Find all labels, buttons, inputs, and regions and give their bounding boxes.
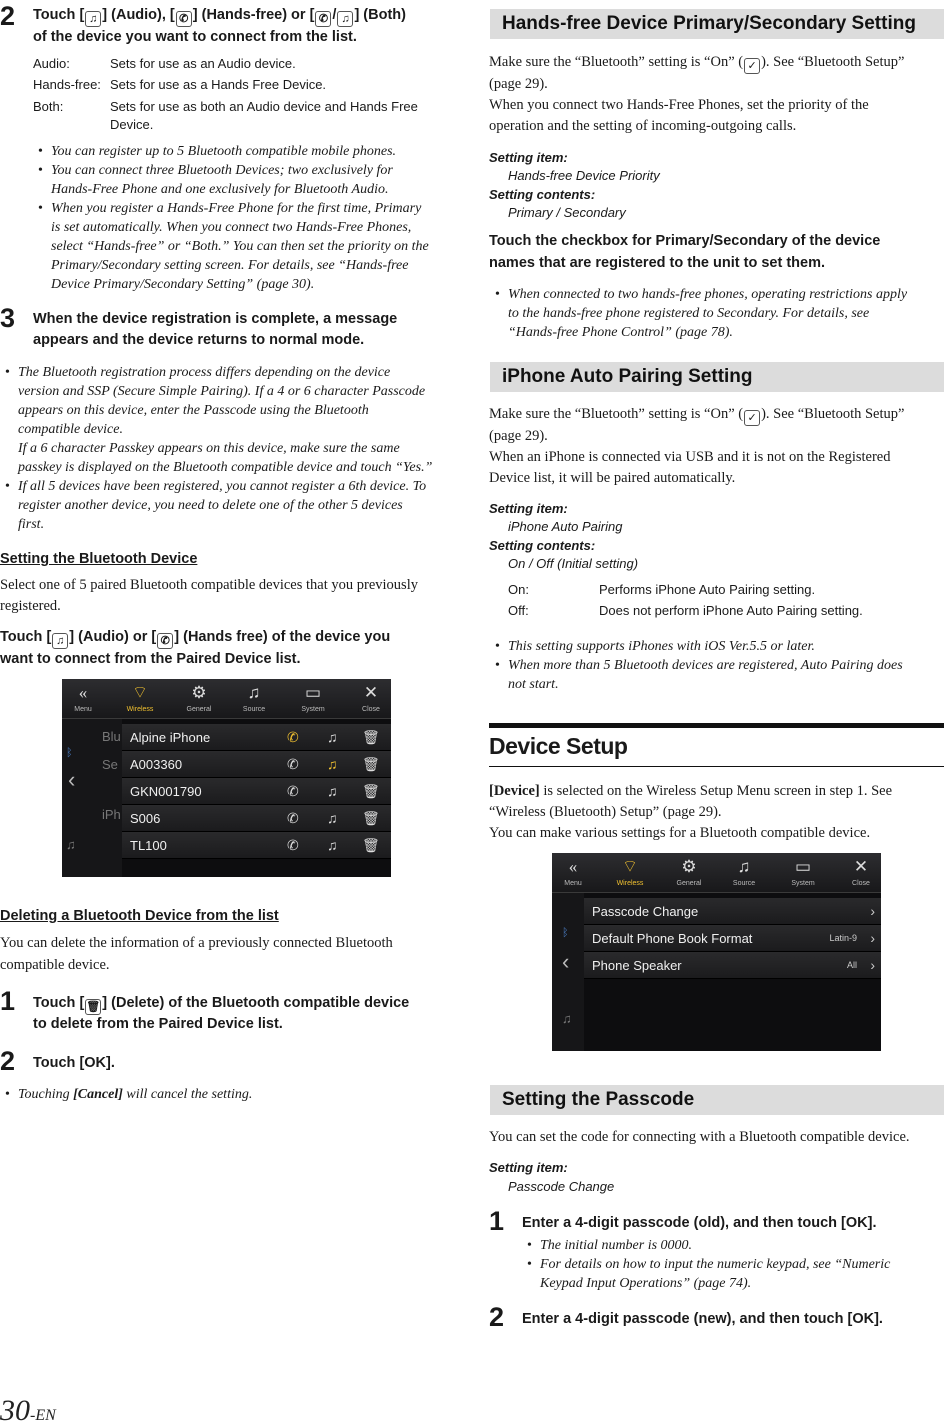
menu-button[interactable]: « Menu	[64, 679, 102, 719]
device-name: A003360	[130, 757, 183, 772]
device-name: GKN001790	[130, 784, 202, 799]
step-3-line2: appears and the device returns to normal mode.	[33, 332, 365, 348]
trash-icon[interactable]: 🗑	[362, 810, 380, 826]
screen-sidebar	[552, 893, 584, 1051]
back-icon: «	[568, 857, 578, 876]
gear-icon: ⚙	[681, 857, 697, 876]
body-text: When you connect two Hands-Free Phones, set the priority of the	[489, 97, 869, 113]
delete-step-1: Touch [ 🗑 ] (Delete) of the Bluetooth compatible device	[33, 995, 410, 1013]
trash-icon[interactable]: 🗑	[362, 837, 380, 853]
def-term: Hands-free:	[33, 77, 101, 92]
note-cont: Hands-Free Phone and one exclusively for Bluetooth Audio.	[51, 182, 389, 197]
setting-contents-label: Setting contents:	[489, 538, 596, 553]
step-number: 2	[489, 1302, 505, 1332]
instruction: Touch [ ♫ ] (Audio) or [ ✆ ] (Hands free) of the device you	[0, 629, 391, 647]
device-row[interactable]	[122, 805, 391, 832]
music-note-icon: ♫	[66, 837, 76, 852]
monitor-icon: ▭	[304, 683, 322, 702]
ghost-label: iPh	[102, 807, 121, 822]
wireless-button[interactable]: ⌔ Wireless	[610, 853, 650, 893]
back-icon: «	[78, 683, 88, 702]
checkbox-icon: ✓	[744, 410, 760, 426]
checkbox-icon: ✓	[744, 58, 760, 74]
def-term: Both:	[33, 99, 64, 114]
setting-contents-value: Primary / Secondary	[508, 205, 626, 220]
ghost-label: Blu	[102, 729, 121, 744]
setting-contents-label: Setting contents:	[489, 187, 596, 202]
body-text: Make sure the “Bluetooth” setting is “On” ( ✓ ). See “Bluetooth Setup”	[489, 54, 905, 72]
device-name: S006	[130, 811, 161, 826]
phone-icon[interactable]: ✆	[287, 810, 299, 826]
phone-icon: ✆	[315, 11, 331, 27]
setting-contents-value: On / Off (Initial setting)	[508, 556, 639, 571]
setting-row[interactable]: Default Phone Book Format Latin-9 ›	[584, 925, 881, 952]
music-note-icon: ♫	[562, 1011, 572, 1026]
passcode-step-2: Enter a 4-digit passcode (new), and then touch [OK].	[522, 1311, 883, 1327]
note-cont: compatible device.	[18, 422, 123, 437]
monitor-icon: ▭	[794, 857, 812, 876]
note: • You can connect three Bluetooth Devices; two exclusively for	[51, 161, 393, 180]
note-cont: not start.	[508, 677, 559, 692]
note: • When connected to two hands-free phones, operating restrictions apply	[508, 285, 907, 304]
setting-item-value: Hands-free Device Priority	[508, 168, 660, 183]
device-row[interactable]	[122, 832, 391, 859]
passcode-step-1: Enter a 4-digit passcode (old), and then touch [OK].	[522, 1215, 877, 1231]
note-cont: to the hands-free phone registered to Secondary. For details, see	[508, 306, 870, 321]
note-cont: “Hands-free Phone Control” (page 78).	[508, 325, 733, 340]
body-text: registered.	[0, 598, 61, 614]
body-text: You can delete the information of a previously connected Bluetooth	[0, 935, 393, 951]
section-rule	[489, 766, 944, 767]
section-banner: iPhone Auto Pairing Setting	[490, 362, 944, 392]
trash-icon: 🗑	[86, 1001, 101, 1013]
back-arrow-icon[interactable]: ‹	[68, 767, 76, 792]
def-desc: Sets for use as a Hands Free Device.	[110, 77, 327, 92]
note-cont: If a 6 character Passkey appears on this device, make sure the same	[18, 441, 400, 456]
music-note-icon: ♫	[85, 11, 101, 27]
phone-icon: ✆	[157, 633, 173, 649]
note-cont: appears on this device, enter the Passcode using the Bluetooth	[18, 403, 369, 418]
note-cont: register another device, you need to delete one of the other 5 devices	[18, 498, 403, 513]
device-setup-screen	[552, 853, 881, 1051]
body-text: compatible device.	[0, 957, 110, 973]
setting-item-value: iPhone Auto Pairing	[508, 519, 623, 534]
def-desc: Sets for use as an Audio device.	[110, 56, 296, 71]
gear-icon: ⚙	[191, 683, 207, 702]
chevron-right-icon: ›	[870, 930, 875, 946]
menu-button[interactable]: « Menu	[554, 853, 592, 893]
music-note-icon[interactable]: ♫	[327, 729, 338, 745]
note-cont: Primary/Secondary setting screen. For details, see “Hands-free	[51, 258, 409, 273]
note-cont: is set automatically. When you connect two Hands-Free Phones,	[51, 220, 412, 235]
note-cont: version and SSP (Secure Simple Pairing). If a 4 or 6 character Passcode	[18, 384, 426, 399]
body-text: When an iPhone is connected via USB and it is not on the Registered	[489, 449, 891, 465]
setting-item-value: Passcode Change	[508, 1179, 615, 1194]
note: • This setting supports iPhones with iOS Ver.5.5 or later.	[508, 637, 815, 656]
device-name: Alpine iPhone	[130, 730, 211, 745]
close-icon: ✕	[853, 857, 869, 876]
body-text: “Wireless (Bluetooth) Setup” (page 29).	[489, 804, 722, 820]
instruction: names that are registered to the unit to set them.	[489, 255, 825, 271]
note: • For details on how to input the numeric keypad, see “Numeric	[540, 1255, 890, 1274]
wifi-icon: ⌔	[622, 857, 638, 876]
chevron-right-icon: ›	[870, 957, 875, 973]
body-text: Make sure the “Bluetooth” setting is “On” ( ✓ ). See “Bluetooth Setup”	[489, 406, 905, 424]
def-desc: Does not perform iPhone Auto Pairing setting.	[599, 603, 863, 618]
def-term: Audio:	[33, 56, 70, 71]
delete-step-1-line2: to delete from the Paired Device list.	[33, 1016, 283, 1032]
instruction: Touch the checkbox for Primary/Secondary of the device	[489, 233, 881, 249]
screen-top-bar	[552, 853, 881, 893]
note-cont: Device Primary/Secondary Setting” (page 30).	[51, 277, 315, 292]
close-button[interactable]: ✕ Close	[352, 679, 390, 719]
trash-icon[interactable]: 🗑	[362, 729, 380, 745]
step-number: 3	[0, 303, 16, 333]
def-desc-cont: Device.	[110, 117, 154, 132]
close-button[interactable]: ✕ Close	[842, 853, 880, 893]
setting-row[interactable]: Phone Speaker All ›	[584, 952, 881, 979]
source-button[interactable]: ♫ Source	[725, 853, 763, 893]
source-icon: ♫	[247, 683, 261, 702]
note: • The Bluetooth registration process differs depending on the device	[18, 363, 390, 382]
back-arrow-icon[interactable]: ‹	[562, 949, 570, 974]
instruction-line2: want to connect from the Paired Device list.	[0, 651, 301, 667]
note: • Touching [Cancel] will cancel the setting.	[18, 1085, 252, 1104]
step-number: 1	[489, 1206, 505, 1236]
music-note-icon[interactable]: ♫	[327, 756, 338, 772]
section-heading: Deleting a Bluetooth Device from the list	[0, 908, 279, 924]
wifi-icon: ⌔	[132, 683, 148, 702]
source-icon: ♫	[737, 857, 751, 876]
delete-step-2: Touch [OK].	[33, 1055, 115, 1071]
music-note-icon[interactable]: ♫	[327, 783, 338, 799]
bluetooth-icon: ᛒ	[66, 747, 73, 759]
device-name: TL100	[130, 838, 167, 853]
general-button[interactable]: ⚙ General	[180, 679, 218, 719]
section-banner: Hands-free Device Primary/Secondary Setting	[490, 9, 944, 39]
device-row[interactable]	[122, 724, 391, 751]
music-note-icon: ♫	[52, 633, 68, 649]
section-title: Device Setup	[489, 733, 628, 759]
chevron-right-icon: ›	[870, 903, 875, 919]
body-text: (page 29).	[489, 76, 548, 92]
note-cont: Keypad Input Operations” (page 74).	[540, 1276, 752, 1291]
note: • You can register up to 5 Bluetooth compatible mobile phones.	[51, 142, 396, 161]
def-desc: Performs iPhone Auto Pairing setting.	[599, 582, 816, 597]
device-row[interactable]	[122, 751, 391, 778]
close-icon: ✕	[363, 683, 379, 702]
section-rule	[489, 723, 944, 728]
body-text: (page 29).	[489, 428, 548, 444]
def-term: Off:	[508, 603, 529, 618]
def-desc: Sets for use as both an Audio device and Hands Free	[110, 99, 418, 114]
setting-item-label: Setting item:	[489, 150, 568, 165]
music-note-icon[interactable]: ♫	[327, 810, 338, 826]
section-banner: Setting the Passcode	[490, 1085, 944, 1115]
system-button[interactable]: ▭ System	[784, 853, 822, 893]
body-text: Select one of 5 paired Bluetooth compatible devices that you previously	[0, 577, 418, 593]
section-heading: Setting the Bluetooth Device	[0, 551, 198, 567]
note: • When more than 5 Bluetooth devices are registered, Auto Pairing does	[508, 656, 903, 675]
bluetooth-icon: ᛒ	[562, 927, 569, 939]
body-text: You can make various settings for a Bluetooth compatible device.	[489, 825, 871, 841]
step-number: 2	[0, 1046, 16, 1076]
body-text: [Device] is selected on the Wireless Setup Menu screen in step 1. See	[489, 783, 893, 799]
note-cont: passkey is displayed on the Bluetooth compatible device and touch “Yes.”	[18, 460, 433, 475]
music-note-icon: ♫	[337, 11, 353, 27]
phone-icon[interactable]: ✆	[287, 756, 299, 772]
setting-item-label: Setting item:	[489, 1160, 568, 1175]
page-number: 30-EN	[0, 1394, 56, 1427]
system-button[interactable]: ▭ System	[294, 679, 332, 719]
note-cont: first.	[18, 517, 45, 532]
note: • The initial number is 0000.	[540, 1236, 692, 1255]
setting-row[interactable]: Passcode Change ›	[584, 898, 881, 925]
body-text: operation and the setting of incoming-outgoing calls.	[489, 118, 797, 134]
note: • If all 5 devices have been registered, you cannot register a 6th device. To	[18, 477, 426, 496]
trash-icon[interactable]: 🗑	[362, 756, 380, 772]
step-number: 2	[0, 1, 16, 31]
setting-item-label: Setting item:	[489, 501, 568, 516]
general-button[interactable]: ⚙ General	[670, 853, 708, 893]
ghost-label: Se	[102, 757, 118, 772]
note: • When you register a Hands-Free Phone for the first time, Primary	[51, 199, 421, 218]
phone-icon[interactable]: ✆	[287, 783, 299, 799]
screen-top-bar	[62, 679, 391, 719]
note-cont: select “Hands-free” or “Both.” You can then set the priority on the	[51, 239, 429, 254]
paired-device-screen	[62, 679, 391, 877]
phone-icon: ✆	[176, 11, 192, 27]
body-text: Device list, it will be paired automatically.	[489, 470, 736, 486]
step-number: 1	[0, 986, 16, 1016]
trash-icon[interactable]: 🗑	[362, 783, 380, 799]
phone-icon[interactable]: ✆	[287, 729, 299, 745]
wireless-button[interactable]: ⌔ Wireless	[120, 679, 160, 719]
body-text: You can set the code for connecting with a Bluetooth compatible device.	[489, 1129, 910, 1145]
music-note-icon[interactable]: ♫	[327, 837, 338, 853]
source-button[interactable]: ♫ Source	[235, 679, 273, 719]
def-term: On:	[508, 582, 529, 597]
step-2-instruction: Touch [ ♫ ] (Audio), [ ✆ ] (Hands-free) or [ ✆ / ♫ ] (Both)	[33, 7, 406, 25]
step-2-line2: of the device you want to connect from the list.	[33, 29, 357, 45]
screen-sidebar	[62, 719, 122, 877]
phone-icon[interactable]: ✆	[287, 837, 299, 853]
step-3-line1: When the device registration is complete, a message	[33, 311, 398, 327]
device-row[interactable]	[122, 778, 391, 805]
